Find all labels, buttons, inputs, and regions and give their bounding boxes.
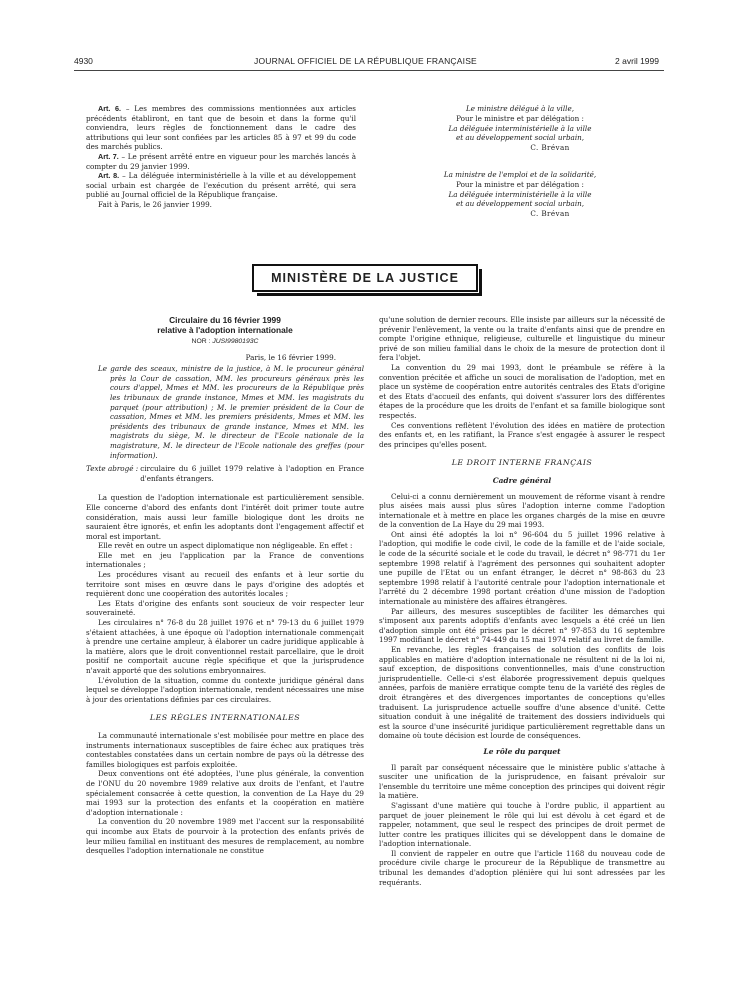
paragraph: qu'une solution de dernier recours. Elle insiste par ailleurs sur la nécessité de prévenir l'enlèvement, la vente ou la traite d'enfants ainsi que de prendre en compte l'origine ethnique, religieuse, culturelle et linguistique du mineur privé de son milieu familial dans le choix de la mesure de protection dont il fera l'objet. — [379, 315, 665, 363]
paragraph: Par ailleurs, des mesures susceptibles de faciliter les démarches qui s'imposent aux parents adoptifs d'enfants avec lesquels a été créé un lien d'adoption simple ont été prises par le décret n° 97-853 du 16 septembre 1997 modifiant le décret n° 74-449 du 15 mai 1974 relatif au livret de famille. — [379, 606, 665, 645]
signature-block-2: La ministre de l'emploi et de la solidarité, Pour la ministre et par délégation : La déléguée interministérielle à la ville et au développement social urbain, C. Brévan — [443, 170, 597, 219]
paragraph: Les circulaires n° 76-8 du 28 juillet 1976 et n° 79-13 du 6 juillet 1979 s'étaient attachées, à une époque où l'adoption internationale commençait à prendre une certaine ampleur, à élaborer un cadre juridique applicable à la matière, alors que le droit conventionnel restait parcellaire, que le droit positif ne comportait aucune règle spécifique et que la jurisprudence n'avait apporté que des solutions embryonnaires. — [86, 618, 364, 675]
place-date: Paris, le 16 février 1999. — [245, 352, 336, 362]
fait-a-paris: Fait à Paris, le 26 janvier 1999. — [98, 199, 212, 209]
signature-block-1: Le ministre délégué à la ville, Pour le ministre et par délégation : La déléguée interministérielle à la ville et au développement social urbain, C. Brévan — [448, 104, 592, 153]
paragraph: Elle met en jeu l'application par la France de conventions internationales ; — [86, 550, 364, 570]
circular-title: Circulaire du 16 février 1999 relative à l'adoption internationale — [157, 315, 293, 335]
journal-title: JOURNAL OFFICIEL DE LA RÉPUBLIQUE FRANÇAISE — [254, 56, 477, 66]
subsection-heading: Le rôle du parquet — [483, 746, 561, 756]
paragraph: Il paraît par conséquent nécessaire que le ministère public s'attache à susciter une unification de la jurisprudence, en faisant prévaloir sur l'ensemble du territoire une même conception des principes qui doivent régir la matière. — [379, 762, 665, 801]
header-rule — [74, 70, 664, 71]
addressees: Le garde des sceaux, ministre de la justice, à M. le procureur général près la Cour de cassation, MM. les procureurs généraux près les cours d'appel, Mmes et MM. les procureurs de la République près les tribunaux de grande instance, Mmes et MM. les magistrats du parquet (pour attribution) ; M. le premier président de la Cour de cassation, Mmes et MM. les premiers présidents, Mmes et MM. les présidents des tribunaux de grande instance, Mmes et MM. les magistrats du siège, M. le directeur de l'Ecole nationale de la magistrature, M. le directeur de l'Ecole nationale des greffes (pour information). — [98, 364, 364, 460]
paragraph: Les procédures visant au recueil des enfants et à leur sortie du territoire sont mises en œuvre dans le pays d'origine des adoptés et requièrent donc une coopération des autorités locales ; — [86, 570, 364, 599]
article-8: Art. 8. – La déléguée interministérielle à la ville et au développement social urbain est chargée de l'exécution du présent arrêté, qui sera publié au Journal officiel de la République française. — [86, 171, 356, 200]
article-7: Art. 7. – Le présent arrêté entre en vigueur pour les marchés lancés à compter du 29 janvier 1999. — [86, 151, 356, 171]
paragraph: Ont ainsi été adoptés la loi n° 96-604 du 5 juillet 1996 relative à l'adoption, qui modifie le code civil, le code de la famille et de l'aide sociale, le code de la sécurité sociale et le code du travail, le décret n° 98-771 du 1er septembre 1998 relatif à l'agrément des personnes qui souhaitent adopter une pupille de l'Etat ou un enfant étranger, le décret n° 98-863 du 23 septembre 1998 relatif à l'autorité centrale pour l'adoption internationale et l'arrêté du 2 décembre 1998 portant création d'une mission de l'adoption internationale au ministère des affaires étrangères. — [379, 529, 665, 607]
paragraph: S'agissant d'une matière qui touche à l'ordre public, il appartient au parquet de jouer pleinement le rôle qui lui est dévolu à cet égard et de rappeler, notamment, que seul le respect des principes de droit permet de lutter contre les pratiques illicites qui se développent dans le domaine de l'adoption internationale. — [379, 800, 665, 849]
page-number: 4930 — [74, 56, 93, 66]
paragraph: La convention du 29 mai 1993, dont le préambule se réfère à la convention précitée et affiche un souci de moralisation de l'adoption, met en place un système de coopération entre autorités centrales des Etats d'origine et des Etats d'accueil des enfants, qui doivent s'assurer lors des différentes étapes de la procédure que les droits de l'enfant et sa famille biologique sont respectés. — [379, 362, 665, 420]
paragraph: La question de l'adoption internationale est particulièrement sensible. Elle concerne d'abord des enfants dont l'intérêt doit primer toute autre considération, mais aussi leur famille biologique dont les droits ne sauraient être ignorés, et enfin les adoptants dont l'engagement affectif et moral est important. — [86, 493, 364, 541]
paragraph: Deux conventions ont été adoptées, l'une plus générale, la convention de l'ONU du 20 novembre 1989 relative aux droits de l'enfant, et l'autre spécialement consacrée à cette question, la convention de La Haye du 29 mai 1993 sur la protection des enfants et la coopération en matière d'adoption internationale : — [86, 769, 364, 817]
issue-date: 2 avril 1999 — [615, 56, 659, 66]
section-heading: LES RÈGLES INTERNATIONALES — [149, 713, 301, 723]
paragraph: Celui-ci a connu dernièrement un mouvement de réforme visant à rendre plus aisées mais aussi plus sûres l'adoption interne comme l'adoption internationale et à mettre en place les organes chargés de la mise en œuvre de la convention de La Haye du 29 mai 1993. — [379, 491, 665, 530]
paragraph: En revanche, les règles françaises de solution des conflits de lois applicables en matière d'adoption internationale ne résultent ni de la loi ni, sauf exception, de dispositions conventionnelles, mais d'une construction jurisprudentielle. Celle-ci s'est élaborée progressivement depuis quelques années, parfois de manière erratique compte tenu de la variété des règles de droit étrangères et des divergences importantes de conceptions qu'elles traduisent. La jurisprudence actuelle souffre d'une absence d'unité. Cette situation conduit à une inégalité de traitement des dossiers individuels qui est la source d'une insécurité juridique particulièrement regrettable dans un domaine où toute décision est lourde de conséquences. — [379, 645, 665, 741]
paragraph: La communauté internationale s'est mobilisée pour mettre en place des instruments internationaux susceptibles de faire échec aux pratiques très contestables constatées dans un certain nombre de pays où la détresse des familles biologiques est parfois exploitée. — [86, 730, 364, 769]
section-heading: LE DROIT INTERNE FRANÇAIS — [451, 458, 593, 468]
paragraph: La convention du 20 novembre 1989 met l'accent sur la responsabilité qui incombe aux Etats de pourvoir à la protection des enfants privés de leur milieu familial en instituant des mesures de remplacement, au nombre desquelles l'adoption internationale ne constitue — [86, 817, 364, 856]
nor-reference: NOR : JUSI9980193C — [191, 338, 259, 345]
ministry-title: MINISTÈRE DE LA JUSTICE — [252, 264, 478, 292]
paragraph: Elle revêt en outre un aspect diplomatique non négligeable. En effet : — [98, 541, 353, 551]
article-6: Art. 6. – Les membres des commissions mentionnées aux articles précédents établiront, en tant que de besoin et dans la forme qu'il conviendra, leurs règles de fonctionnement dans le cadre des attributions qui leur sont confiées par les articles 85 à 97 et 99 du code des marchés publics. — [86, 104, 356, 152]
paragraph: L'évolution de la situation, comme du contexte juridique général dans lequel se développe l'adoption internationale, rendent nécessaires une mise à jour des orientations définies par ces circulaires. — [86, 675, 364, 704]
right-column — [379, 315, 665, 887]
left-column — [86, 315, 364, 856]
paragraph: Les Etats d'origine des enfants sont soucieux de voir respecter leur souveraineté. — [86, 598, 364, 618]
paragraph: Il convient de rappeler en outre que l'article 1168 du nouveau code de procédure civile charge le procureur de la République de transmettre au tribunal les demandes d'adoption plénière qui lui sont adressées par les requérants. — [379, 848, 665, 887]
subsection-heading: Cadre général — [492, 475, 552, 485]
texte-abroge: Texte abrogé : circulaire du 6 juillet 1979 relative à l'adoption en France d'enfants étrangers. — [86, 464, 364, 483]
paragraph: Ces conventions reflètent l'évolution des idées en matière de protection des enfants et, en les ratifiant, la France s'est engagée à assurer le respect des principes qu'elles posent. — [379, 420, 665, 449]
articles-block — [86, 104, 356, 210]
